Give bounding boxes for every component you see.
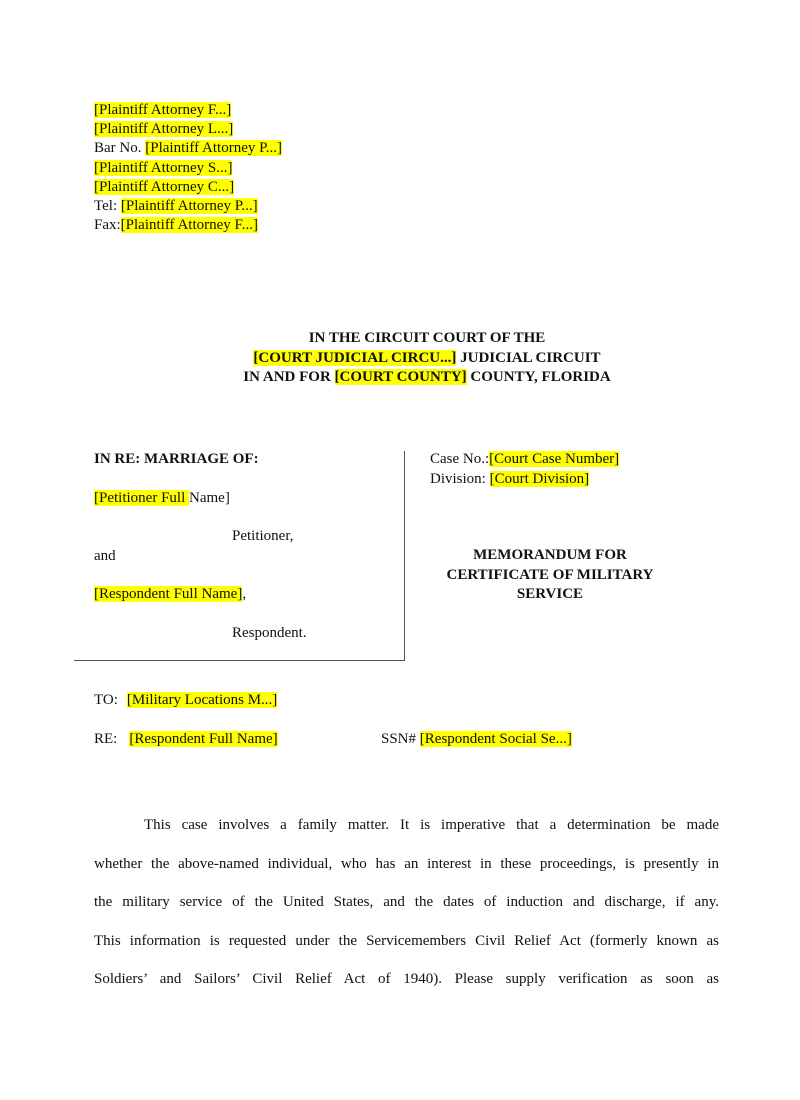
re-field: [Respondent Full Name] xyxy=(129,731,278,747)
to-label: TO: xyxy=(94,692,118,708)
body-line-4: This information is requested under the Servicemembers Civil Relief Act (formerly known as xyxy=(94,932,719,949)
ssn-field: [Respondent Social Se...] xyxy=(419,731,572,747)
attorney-block xyxy=(94,101,282,235)
body-line-2: whether the above-named individual, who has an interest in these proceedings, is presently in xyxy=(94,855,719,872)
court-line-2-suffix: JUDICIAL CIRCUIT xyxy=(456,349,601,366)
title-line-3: SERVICE xyxy=(516,586,584,602)
respondent-label: Respondent. xyxy=(232,624,307,641)
to-line xyxy=(94,692,277,709)
respondent-name-field: [Respondent Full Name] xyxy=(94,586,243,602)
tel-label: Tel: xyxy=(94,198,121,215)
respondent-comma: , xyxy=(242,586,247,602)
petitioner-name-rest: Name] xyxy=(189,489,230,506)
attorney-name-line xyxy=(94,101,282,120)
body-line-3: the military service of the United States, and the dates of induction and discharge, if any. xyxy=(94,894,719,910)
re-line xyxy=(94,731,694,748)
court-line-2 xyxy=(0,349,800,369)
fax-label: Fax: xyxy=(94,217,121,234)
body-paragraph xyxy=(94,806,719,999)
court-line-1: IN THE CIRCUIT COURT OF THE xyxy=(308,330,546,346)
ssn-group xyxy=(381,731,572,748)
court-county-field: [COURT COUNTY] xyxy=(334,369,467,385)
petitioner-label: Petitioner, xyxy=(232,528,294,544)
body-line-5: Soldiers’ and Sailors’ Civil Relief Act of 1940). Please supply verification as soon as xyxy=(94,971,719,987)
division-label: Division: xyxy=(430,470,490,487)
title-line-2: CERTIFICATE OF MILITARY xyxy=(446,566,654,583)
court-circuit-field: [COURT JUDICIAL CIRCU...] xyxy=(253,349,457,366)
attorney-tel-field: [Plaintiff Attorney P...] xyxy=(120,198,258,215)
attorney-city-field: [Plaintiff Attorney C...] xyxy=(94,178,235,195)
body-line-1: This case involves a family matter. It is imperative that a determination be made xyxy=(144,817,719,833)
case-caption-parties xyxy=(94,450,404,643)
court-line-3 xyxy=(0,368,800,388)
attorney-street-field: [Plaintiff Attorney S...] xyxy=(94,159,233,176)
bar-label: Bar No. xyxy=(94,140,146,157)
case-number-line xyxy=(430,450,619,470)
caption-horizontal-divider xyxy=(74,660,405,661)
case-info xyxy=(430,450,619,489)
attorney-tel-line xyxy=(94,197,282,216)
petitioner-name-field: [Petitioner Full xyxy=(94,489,189,506)
attorney-bar-field: [Plaintiff Attorney P...] xyxy=(145,140,283,157)
attorney-fax-field: [Plaintiff Attorney F...] xyxy=(120,217,258,234)
to-field: [Military Locations M...] xyxy=(126,692,278,708)
in-re-heading: IN RE: MARRIAGE OF: xyxy=(94,451,259,467)
court-line-3-suffix: COUNTY, FLORIDA xyxy=(466,369,611,385)
case-number-label: Case No.: xyxy=(430,451,490,467)
division-field: [Court Division] xyxy=(489,470,590,487)
and-text: and xyxy=(94,547,116,564)
attorney-bar-line xyxy=(94,139,282,158)
title-line-1: MEMORANDUM FOR xyxy=(473,547,627,563)
attorney-fax-line xyxy=(94,216,282,235)
court-line-3-prefix: IN AND FOR xyxy=(243,369,335,385)
attorney-name-field: [Plaintiff Attorney F...] xyxy=(94,102,232,118)
respondent-name-line xyxy=(94,585,404,605)
petitioner-name-line xyxy=(94,489,404,509)
re-label: RE: xyxy=(94,731,118,747)
attorney-firm-line xyxy=(94,120,282,139)
attorney-firm-field: [Plaintiff Attorney L...] xyxy=(94,121,234,138)
attorney-street-line xyxy=(94,159,282,178)
attorney-city-line xyxy=(94,178,282,197)
division-line xyxy=(430,470,619,490)
ssn-label: SSN# xyxy=(381,731,420,747)
document-title xyxy=(400,546,700,605)
court-header xyxy=(0,329,800,388)
case-number-field: [Court Case Number] xyxy=(489,451,620,467)
